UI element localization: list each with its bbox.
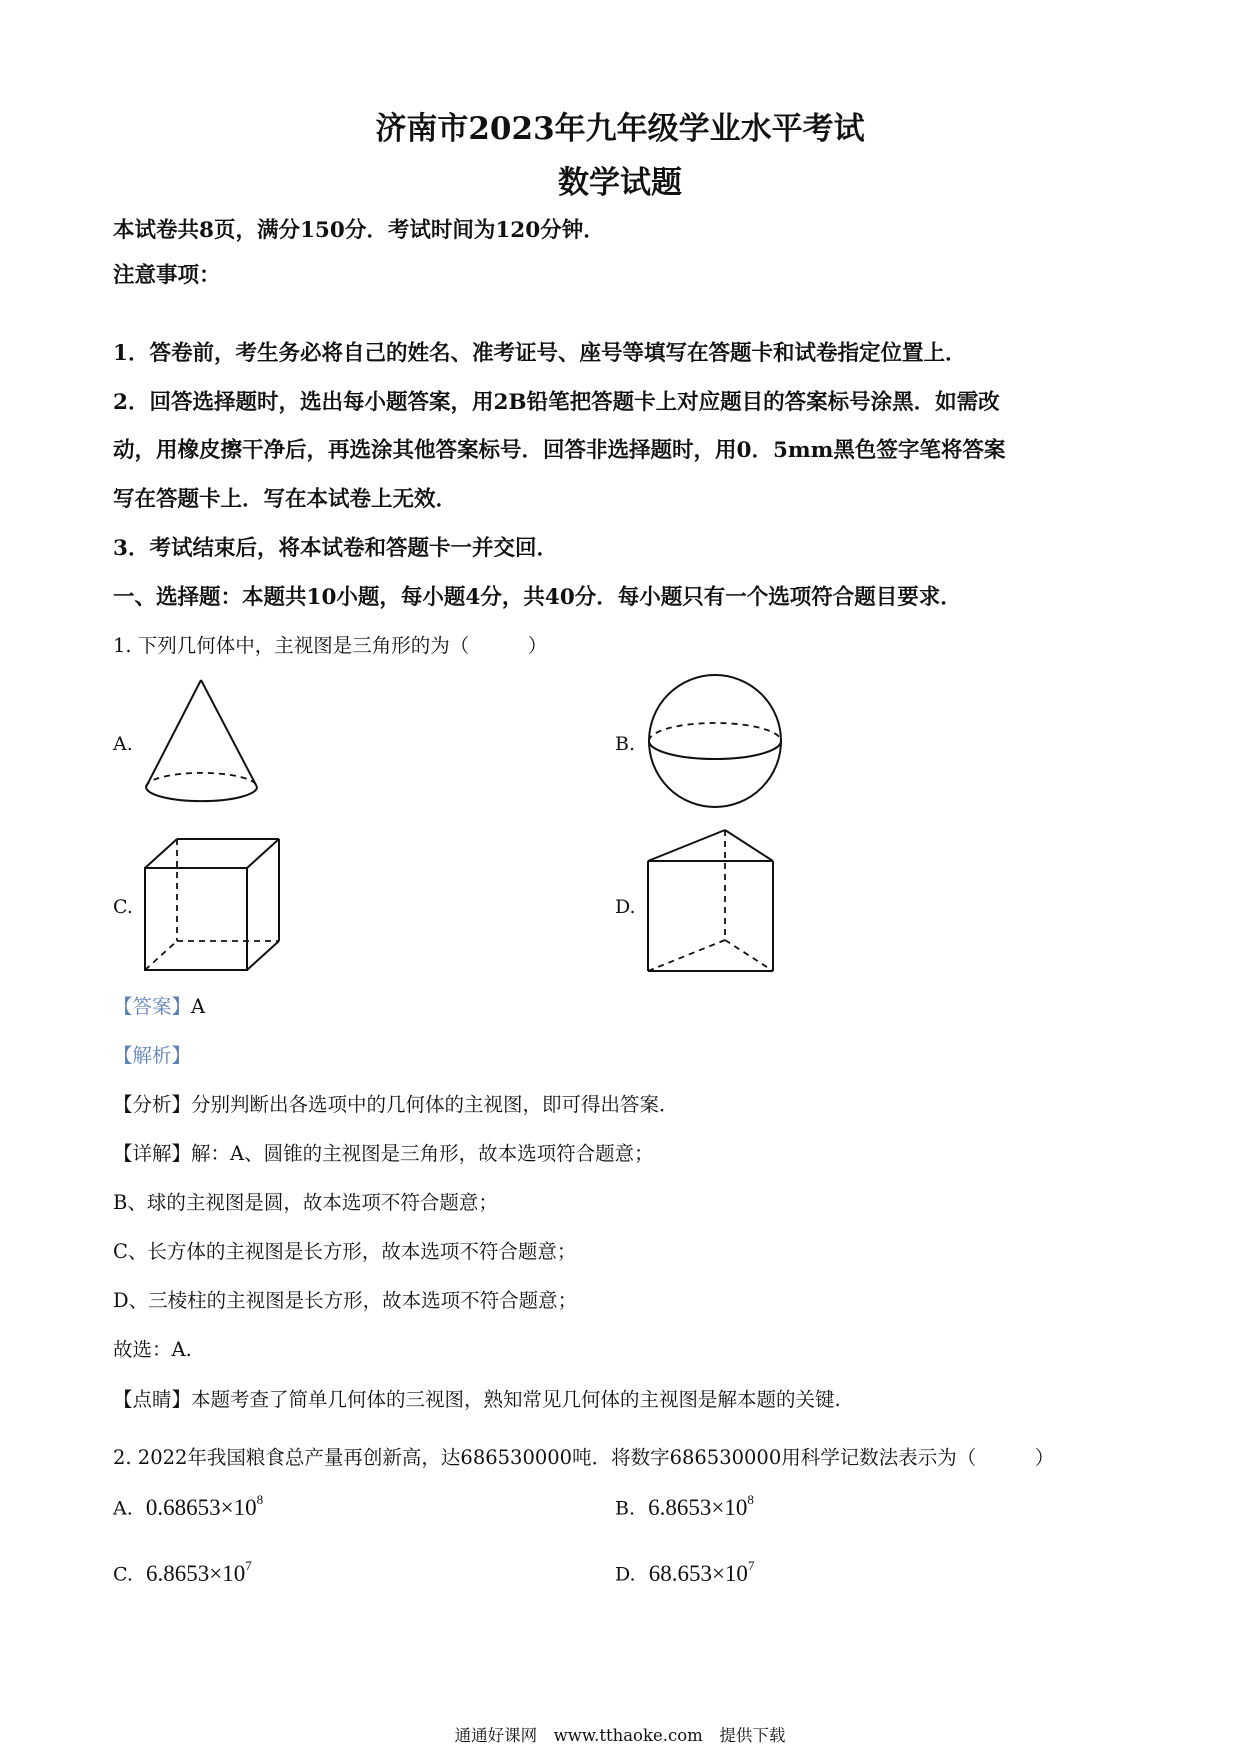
cube-figure (140, 835, 290, 975)
answer-tag: 【答案】 (113, 995, 192, 1018)
section-heading: 一、选择题：本题共10小题，每小题4分，共40分．每小题只有一个选项符合题目要求． (113, 585, 962, 610)
q2-option-c-mantissa: 6.8653×10 (146, 1560, 246, 1586)
notice-item-2-line-2: 动，用橡皮擦干净后，再选涂其他答案标号．回答非选择题时，用0．5mm黑色签字笔将答案 (113, 438, 1006, 463)
exam-subtitle: 数学试题 (558, 165, 682, 201)
q1-answer (113, 991, 205, 1019)
q2-option-d-mantissa: 68.653×10 (648, 1560, 748, 1586)
page-footer: 通通好课网 www.tthaoke.com 提供下载 (454, 1726, 786, 1745)
notice-item-1: 1．答卷前，考生务必将自己的姓名、准考证号、座号等填写在答题卡和试卷指定位置上． (113, 341, 967, 366)
q1-option-d-label: D. (615, 896, 636, 918)
q2-option-a-mantissa: 0.68653×10 (145, 1494, 257, 1520)
question-1-stem: 1. 下列几何体中，主视图是三角形的为（ ） (113, 634, 548, 657)
q2-option-b-label: B. (615, 1497, 636, 1520)
q2-option-b-mantissa: 6.8653×10 (648, 1494, 748, 1520)
q2-option-d (615, 1560, 754, 1587)
notice-heading: 注意事项： (113, 263, 221, 288)
question-2-stem: 2. 2022年我国粮食总产量再创新高，达686530000吨．将数字686530000用科学记数法表示为（ ） (113, 1446, 1055, 1469)
q1-detail-c: C、长方体的主视图是长方形，故本选项不符合题意； (113, 1240, 577, 1263)
q2-option-b-exponent: 8 (747, 1492, 754, 1507)
q1-choice: 故选：A. (113, 1338, 192, 1361)
q1-detail: 【详解】解：A、圆锥的主视图是三角形，故本选项符合题意； (113, 1142, 654, 1165)
q2-option-a-exponent: 8 (256, 1492, 264, 1507)
analysis-tag: 【解析】 (113, 1044, 192, 1067)
q1-detail-d: D、三棱柱的主视图是长方形，故本选项不符合题意； (113, 1289, 578, 1312)
q2-option-c-label: C. (113, 1563, 133, 1586)
q1-option-a-label: A. (113, 733, 133, 755)
q1-detail-b: B、球的主视图是圆，故本选项不符合题意； (113, 1191, 498, 1214)
notice-item-3: 3．考试结束后，将本试卷和答题卡一并交回． (113, 536, 558, 561)
q1-option-c-label: C. (113, 896, 133, 918)
q2-option-a (113, 1494, 263, 1521)
q2-option-c (113, 1560, 252, 1587)
triangular-prism-figure (645, 827, 780, 977)
q1-analysis: 【分析】分别判断出各选项中的几何体的主视图，即可得出答案． (113, 1093, 679, 1116)
cone-figure (140, 675, 265, 810)
q2-option-a-label: A. (113, 1497, 133, 1520)
q1-comment: 【点睛】本题考查了简单几何体的三视图，熟知常见几何体的主视图是解本题的关键. (113, 1388, 841, 1411)
q1-option-b-label: B. (615, 733, 636, 755)
notice-item-2-line-3: 写在答题卡上．写在本试卷上无效． (113, 487, 458, 512)
q2-option-d-label: D. (615, 1563, 636, 1586)
sphere-figure (645, 674, 790, 814)
answer-value: A (191, 995, 206, 1018)
exam-title: 济南市2023年九年级学业水平考试 (375, 111, 865, 147)
q2-option-d-exponent: 7 (747, 1558, 755, 1573)
exam-summary: 本试卷共8页，满分150分．考试时间为120分钟． (113, 218, 605, 243)
q2-option-c-exponent: 7 (245, 1558, 252, 1573)
q2-option-b (615, 1494, 754, 1521)
notice-item-2-line-1: 2．回答选择题时，选出每小题答案，用2B铅笔把答题卡上对应题目的答案标号涂黑．如需改 (113, 390, 1000, 415)
